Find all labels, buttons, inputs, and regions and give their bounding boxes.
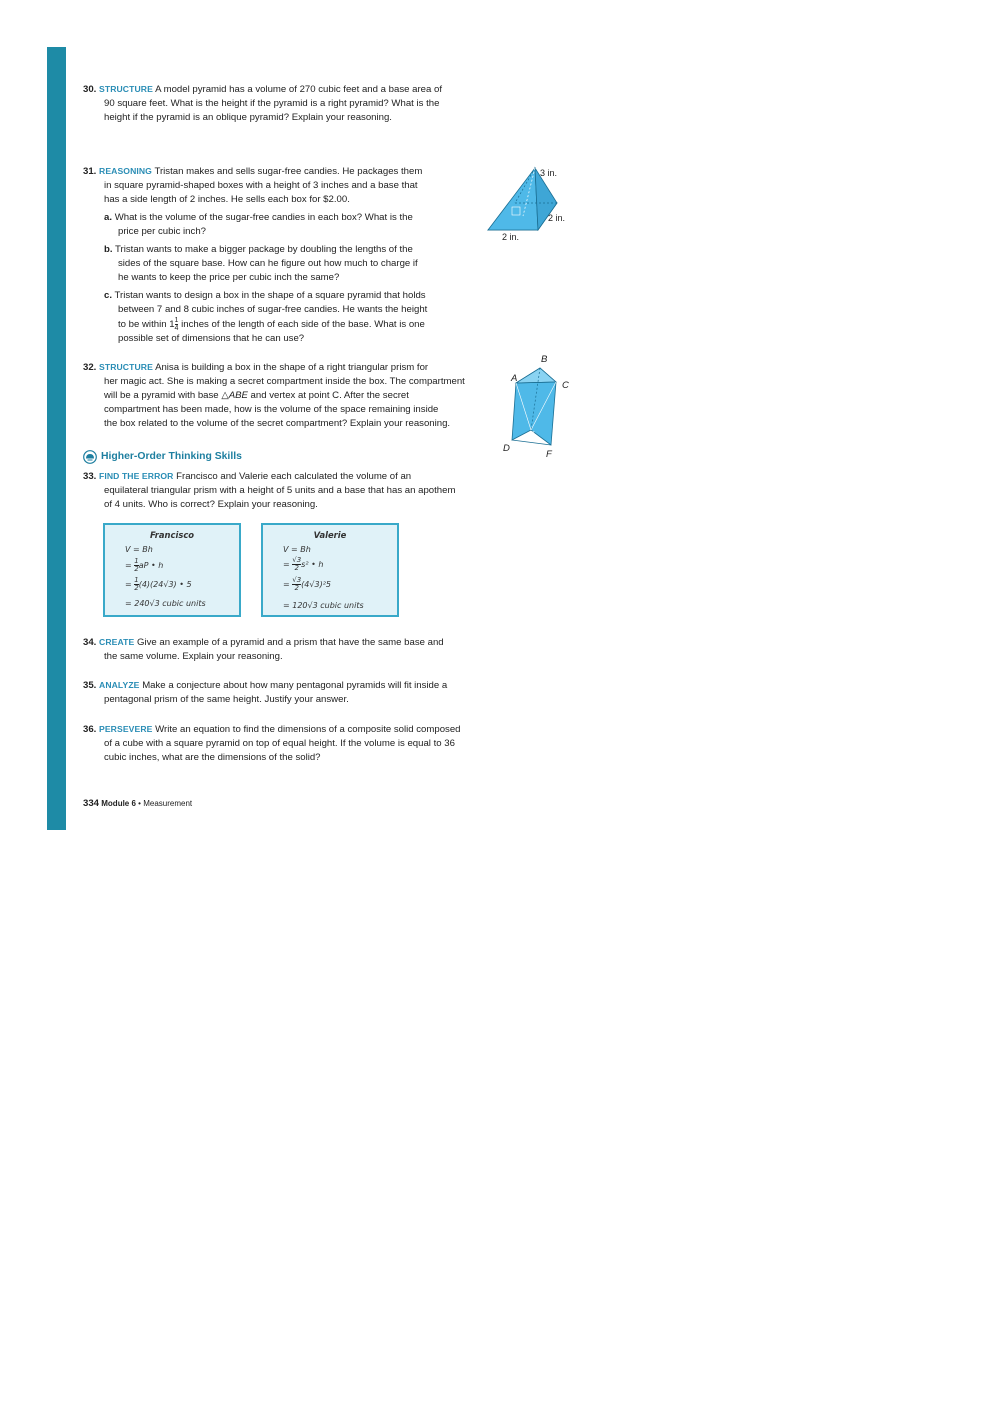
problem-tag: STRUCTURE [99, 362, 153, 372]
problem-text: to be within 1 [118, 319, 175, 331]
page-number: 334 [83, 798, 100, 809]
problem-text: he wants to keep the price per cubic inch the same? [118, 272, 340, 283]
problem-text: of a cube with a square pyramid on top of equal height. If the volume is equal to 36 [104, 738, 455, 749]
problem-35 [83, 678, 447, 707]
height-label: 3 in. [540, 168, 558, 178]
part-label: c. [104, 290, 113, 301]
problem-text: the same volume. Explain your reasoning. [104, 651, 283, 662]
section-title: Higher-Order Thinking Skills [101, 451, 242, 462]
vertex-a-label: A [511, 373, 518, 384]
problem-tag: REASONING [99, 166, 152, 176]
problem-31 [83, 164, 422, 207]
problem-31b [104, 243, 418, 285]
problem-text: inches of the length of each side of the base. What is one [181, 319, 425, 331]
problem-text: possible set of dimensions that he can use? [118, 333, 305, 345]
student-name: Valerie [313, 530, 347, 540]
problem-number: 32. [83, 362, 97, 373]
problem-text: 90 square feet. What is the height if the pyramid is a right pyramid? What is the [104, 98, 440, 109]
module-title: Measurement [143, 799, 193, 808]
work-line: = $\frac{√3}{2}$ (4√3)²5 [283, 576, 331, 592]
problem-30 [83, 82, 442, 125]
problem-text: between 7 and 8 cubic inches of sugar-free candies. He wants the height [118, 304, 428, 315]
problem-text: pentagonal prism of the same height. Justify your answer. [104, 694, 349, 705]
work-line: = 120√3 cubic units [283, 601, 364, 610]
problem-text: Make a conjecture about how many pentagonal pyramids will fit inside a [142, 680, 448, 691]
part-label: a. [104, 212, 113, 223]
work-line: V = Bh [125, 545, 153, 554]
work-line: = $\frac{1}{2}$ aP • h [125, 557, 164, 573]
problem-text: height if the pyramid is an oblique pyramid? Explain your reasoning. [104, 112, 392, 123]
student-name: Francisco [149, 530, 195, 540]
francisco-work-box [103, 523, 241, 617]
vertex-f-label: F [546, 449, 552, 460]
vertex-e-label: E [528, 430, 535, 441]
problem-text: A model pyramid has a volume of 270 cubic feet and a base area of [155, 84, 442, 95]
problem-text: Tristan wants to make a bigger package by doubling the lengths of the [115, 244, 413, 255]
problem-34 [83, 635, 444, 664]
problem-number: 30. [83, 84, 97, 95]
problem-text: Francisco and Valerie each calculated the volume of an [176, 471, 412, 482]
problem-text: compartment has been made, how is the volume of the space remaining inside [104, 404, 439, 415]
square-pyramid-figure [482, 160, 582, 246]
problem-31a [104, 211, 413, 239]
brain-icon [83, 450, 97, 464]
problem-text: Tristan makes and sells sugar-free candies. He packages them [154, 166, 423, 177]
part-label: b. [104, 244, 113, 255]
problem-text: What is the volume of the sugar-free candies in each box? What is the [114, 212, 413, 223]
work-line: = 240√3 cubic units [125, 599, 206, 608]
problem-text: Give an example of a pyramid and a prism that have the same base and [136, 637, 444, 648]
problem-text: Write an equation to find the dimensions of a composite solid composed [155, 724, 461, 735]
triangular-prism-figure [498, 350, 580, 462]
hots-heading [83, 450, 242, 464]
problem-tag: FIND THE ERROR [99, 471, 174, 481]
problem-tag: CREATE [99, 637, 135, 647]
prism-top-face [516, 368, 556, 383]
page-sidebar-bar [47, 47, 66, 830]
problem-text: price per cubic inch? [118, 226, 206, 237]
problem-text: sides of the square base. How can he figure out how much to charge if [118, 258, 418, 269]
fraction: $\frac{1}{4}$ [174, 317, 179, 332]
problem-text: equilateral triangular prism with a height of 5 units and a base that has an apothem [104, 485, 456, 496]
problem-text: cubic inches, what are the dimensions of the solid? [104, 752, 321, 763]
problem-number: 35. [83, 680, 97, 691]
problem-33 [83, 469, 455, 512]
side-label: 2 in. [548, 213, 566, 223]
work-line: V = Bh [283, 545, 311, 554]
triangle-label: △ABE [221, 390, 248, 401]
problem-number: 36. [83, 724, 97, 735]
problem-tag: ANALYZE [99, 680, 140, 690]
problem-number: 33. [83, 471, 97, 482]
problem-text: in square pyramid-shaped boxes with a height of 3 inches and a base that [104, 180, 418, 191]
page-footer [83, 797, 192, 811]
problem-text: Anisa is building a box in the shape of a right triangular prism for [155, 362, 429, 373]
problem-text: the box related to the volume of the secret compartment? Explain your reasoning. [104, 418, 451, 429]
pyramid-front-face [488, 168, 538, 230]
problem-tag: STRUCTURE [99, 84, 153, 94]
work-line: = $\frac{1}{2}$ (4)(24√3) • 5 [125, 576, 192, 592]
problem-text: of 4 units. Who is correct? Explain your reasoning. [104, 499, 318, 510]
base-label: 2 in. [502, 232, 520, 242]
problem-31c [104, 289, 427, 346]
problem-text: her magic act. She is making a secret compartment inside the box. The compartment [104, 376, 465, 387]
problem-32: 32. STRUCTURE Anisa is building a box in the shape of a right triangular prism for her magic act. She is making a secret compartment inside the box. The compartment will be a pyramid with base △ABE and vertex at point C. After the secret compartment has been made, how is the volume of the space remaining inside the box related to the volume of the secret compartment? Explain your reasoning. [83, 362, 465, 429]
vertex-b-label: B [541, 354, 548, 365]
vertex-c-label: C [562, 380, 569, 391]
problem-number: 31. [83, 166, 97, 177]
work-line: = $\frac{√3}{2}$ s² • h [283, 556, 324, 572]
problem-tag: PERSEVERE [99, 724, 153, 734]
problem-text: has a side length of 2 inches. He sells each box for $2.00. [104, 194, 350, 205]
problem-text: Tristan wants to design a box in the shape of a square pyramid that holds [114, 290, 426, 301]
footer-separator: • [138, 799, 141, 808]
vertex-d-label: D [503, 443, 510, 454]
problem-36 [83, 722, 461, 765]
problem-number: 34. [83, 637, 97, 648]
valerie-work-box [261, 523, 399, 617]
module-label: Module 6 [101, 799, 136, 808]
